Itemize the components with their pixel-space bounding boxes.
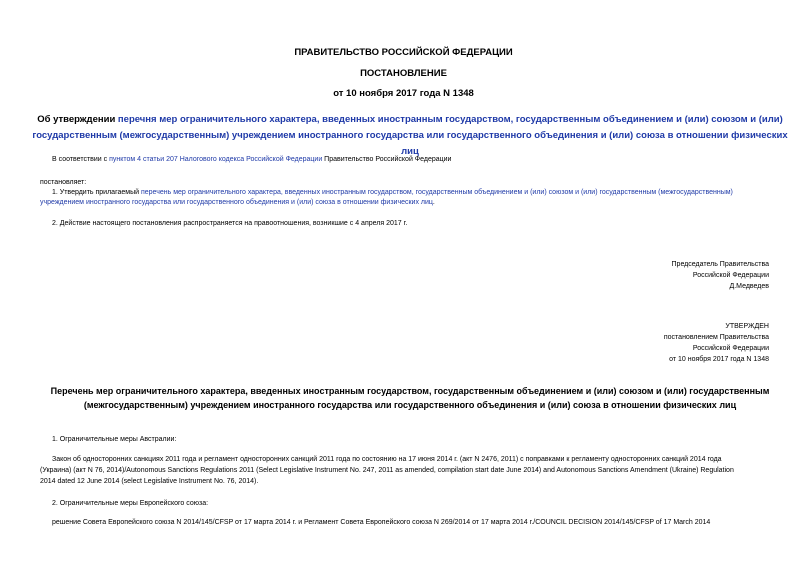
- tax-code-link[interactable]: пунктом 4 статьи 207 Налогового кодекса Российской Федерации: [109, 156, 323, 163]
- decree-item-1-line-1: [52, 188, 733, 199]
- document-title-link[interactable]: перечня мер ограничительного характера, введенных иностранным государством, государственным объединением и (или) союзом и (или) государственным (межгосударственным) учреждением иностранного государства или государственного объединения и (или) союза в отношении физических лиц: [32, 114, 788, 157]
- approval-line-3: Российской Федерации: [692, 345, 769, 352]
- decree-item-2: 2. Действие настоящего постановления распространяется на правоотношения, возникшие с 4 апреля 2017 г.: [52, 220, 408, 227]
- approval-stamp-block: [664, 321, 769, 365]
- approval-heading: УТВЕРЖДЕН: [725, 323, 769, 330]
- approved-list-link-continued[interactable]: учреждением иностранного государства или государственного объединения и (или) союза в отношении физических лиц: [40, 199, 433, 206]
- signature-block: [672, 259, 769, 292]
- preamble-text-after: Правительство Российской Федерации: [322, 156, 452, 163]
- decree-item-1-after: .: [432, 199, 435, 206]
- decree-item-1-before: 1. Утвердить прилагаемый: [52, 189, 141, 196]
- section-2-paragraph-line-1-wrap: [0, 518, 783, 530]
- approved-list-link[interactable]: перечень мер ограничительного характера, введенных иностранным государством, государственным объединением и (или) союзом и (или) государственным (межгосударственным): [140, 189, 733, 196]
- document-type-heading: ПОСТАНОВЛЕНИЕ: [360, 68, 447, 79]
- government-heading: ПРАВИТЕЛЬСТВО РОССИЙСКОЙ ФЕДЕРАЦИИ: [294, 47, 513, 58]
- preamble-text-before: В соответствии с: [52, 156, 110, 163]
- decree-item-1-line-2: [40, 198, 435, 209]
- list-title: [30, 384, 790, 412]
- signature-name: Д.Медведев: [729, 283, 769, 290]
- signature-title: Председатель Правительства: [671, 261, 769, 268]
- approval-line-4: от 10 ноября 2017 года N 1348: [669, 356, 769, 363]
- signature-org: Российской Федерации: [692, 272, 769, 279]
- list-title-line-2: (межгосударственным) учреждением иностранного государства или государственного объединения и (или) союза в отношении физических лиц: [83, 400, 737, 410]
- list-title-line-1: Перечень мер ограничительного характера, введенных иностранным государством, государственным объединением и (или) союзом и (или) государственным: [50, 386, 770, 396]
- document-title-prefix: Об утверждении: [37, 114, 118, 125]
- preamble-paragraph: [52, 155, 451, 166]
- section-2-paragraph-line-1: решение Совета Европейского союза N 2014/145/CFSP от 17 марта 2014 г. и Регламент Совета Европейского союза N 269/2014 от 17 марта 2014 г./COUNCIL DECISION 2014/145/CFSP of 17 March 2014: [52, 519, 711, 526]
- section-1-paragraph-line-3: 2014 dated 12 June 2014 (select Legislative Instrument No. 76, 2014).: [40, 478, 259, 485]
- section-2-heading: 2. Ограничительные меры Европейского союза:: [52, 500, 209, 507]
- document-title: [30, 112, 790, 160]
- section-1-paragraph-line-1: Закон об односторонних санкциях 2011 года и регламент односторонних санкций 2011 года по состоянию на 17 июня 2014 г. (акт N 2476, 2011) с поправками к регламенту односторонних санкций 2014 года: [52, 456, 722, 463]
- approval-line-2: постановлением Правительства: [663, 334, 769, 341]
- document-date-number: от 10 ноября 2017 года N 1348: [333, 88, 474, 99]
- section-1-paragraph-line-2: (Украина) (акт N 76, 2014)/Autonomous Sanctions Regulations 2011 (Select Legislative Instrument No. 247, 2011 as amended, compilation start date June 2014) and Autonomous Sanctions Amendment (Ukraine) Regulation: [40, 467, 734, 474]
- postanovlyaet-text: постановляет:: [40, 179, 87, 186]
- section-1-heading: 1. Ограничительные меры Австралии:: [52, 436, 177, 443]
